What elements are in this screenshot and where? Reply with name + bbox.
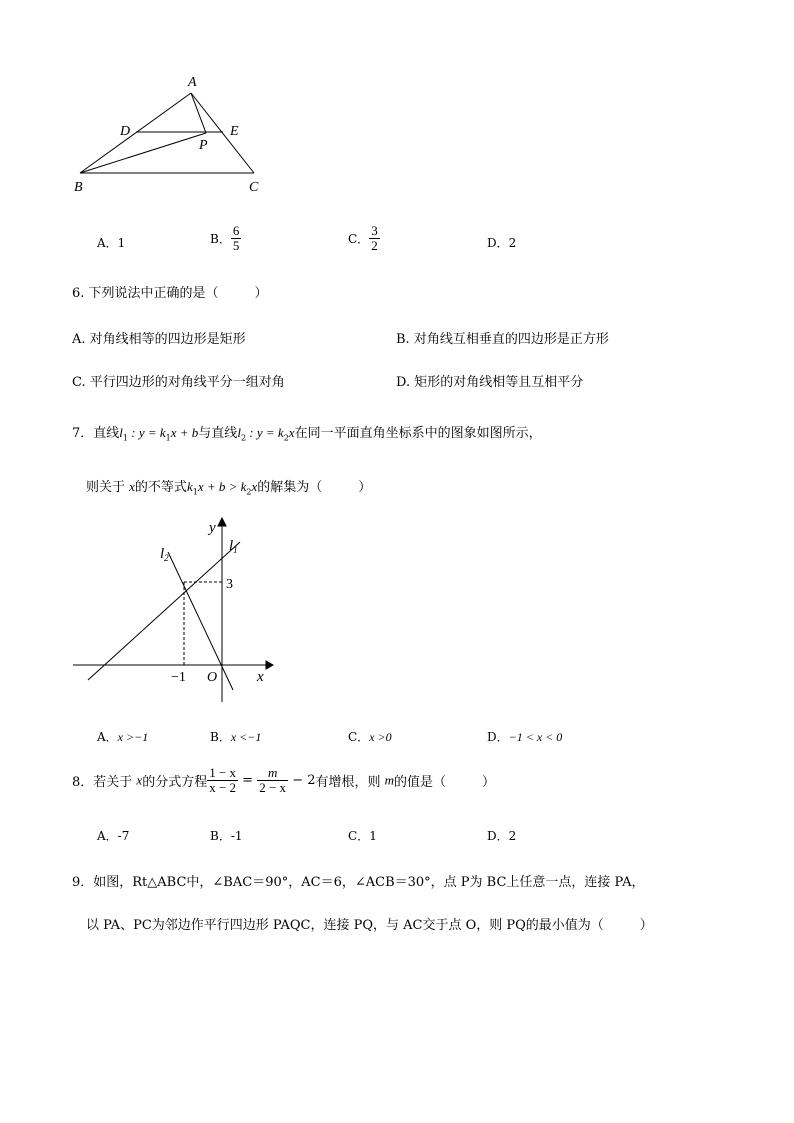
segment-ap <box>191 93 206 133</box>
origin-label: O <box>207 670 218 685</box>
segment-bp <box>80 133 206 173</box>
label-p: P <box>199 138 208 153</box>
label-c: C <box>249 180 259 195</box>
l2-label: $l_2$ <box>160 546 169 563</box>
q8-option-a[interactable]: A．-7 <box>97 829 130 843</box>
y-axis-label: y <box>209 520 216 536</box>
q5-option-a[interactable]: A．1 <box>97 236 126 250</box>
fraction-6-5: $\frac{6}{5}$ <box>232 223 240 253</box>
label-a: A <box>188 75 197 90</box>
q6-option-c[interactable]: C. 平行四边形的对角线平分一组对角 <box>72 375 285 390</box>
q8-option-b[interactable]: B．-1 <box>210 829 243 843</box>
side-ab <box>80 93 191 173</box>
q6-stem: 6. 下列说法中正确的是（ ） <box>72 286 268 301</box>
q8-option-d[interactable]: D．2 <box>487 829 517 843</box>
q9-stem-line1: 9．如图，Rt△ABC中，∠BAC＝90°，AC＝6，∠ACB＝30°，点 P为 BC上任意一点，连接 PA， <box>72 875 645 890</box>
q6-option-a[interactable]: A. 对角线相等的四边形是矩形 <box>72 332 246 347</box>
q7-option-a[interactable]: A．x >−1 <box>97 730 149 744</box>
label-b: B <box>74 180 83 195</box>
triangle-figure <box>60 60 280 200</box>
fraction-lhs: $\frac{1 - x}{x - 2}$ <box>209 765 237 795</box>
q5-option-d[interactable]: D．2 <box>487 236 517 250</box>
q7-stem-line1: 7．直线$l_1$ : $y = k_1x + b$与直线$l_2$ : $y = k_2x$在同一平面直角坐标系中的图象如图所示， <box>72 425 542 443</box>
q8-stem: 8．若关于 x的分式方程 $\frac{1 - x}{x - 2}$ = $\frac{m}{2 - x}$ − 2有增根，则 m的值是（ ） <box>72 765 496 795</box>
fraction-rhs: $\frac{m}{2 - x}$ <box>259 765 287 795</box>
label-e: E <box>230 124 239 139</box>
q9-stem-line2: 以 PA、PC为邻边作平行四边形 PAQC，连接 PQ，与 AC交于点 O，则 PQ的最小值为（ ） <box>86 918 653 933</box>
q5-option-b[interactable]: B． $\frac{6}{5}$ <box>210 223 240 253</box>
q6-option-d[interactable]: D. 矩形的对角线相等且互相平分 <box>396 375 584 390</box>
label-d: D <box>120 124 131 139</box>
q7-option-c[interactable]: C．x >0 <box>348 730 392 744</box>
q7-option-d[interactable]: D．−1 < x < 0 <box>487 730 563 744</box>
q6-option-b[interactable]: B. 对角线互相垂直的四边形是正方形 <box>396 332 609 347</box>
q7-stem-line2: 则关于 x的不等式$k_1x + b > k_2x$的解集为（ ） <box>86 479 372 497</box>
x-axis-label: x <box>257 669 264 685</box>
x-axis-arrow <box>266 661 273 669</box>
side-ac <box>191 93 254 173</box>
y-axis-arrow <box>218 518 226 526</box>
q7-option-b[interactable]: B．x <−1 <box>210 730 262 744</box>
fraction-3-2: $\frac{3}{2}$ <box>371 223 378 253</box>
tick-neg1-label: −1 <box>171 670 186 685</box>
q7-graph <box>68 512 288 707</box>
tick-3-label: 3 <box>226 577 233 592</box>
q5-option-c[interactable]: C． $\frac{3}{2}$ <box>348 223 378 253</box>
q8-option-c[interactable]: C．1 <box>348 829 377 843</box>
l1-label: $l_1$ <box>229 538 238 555</box>
